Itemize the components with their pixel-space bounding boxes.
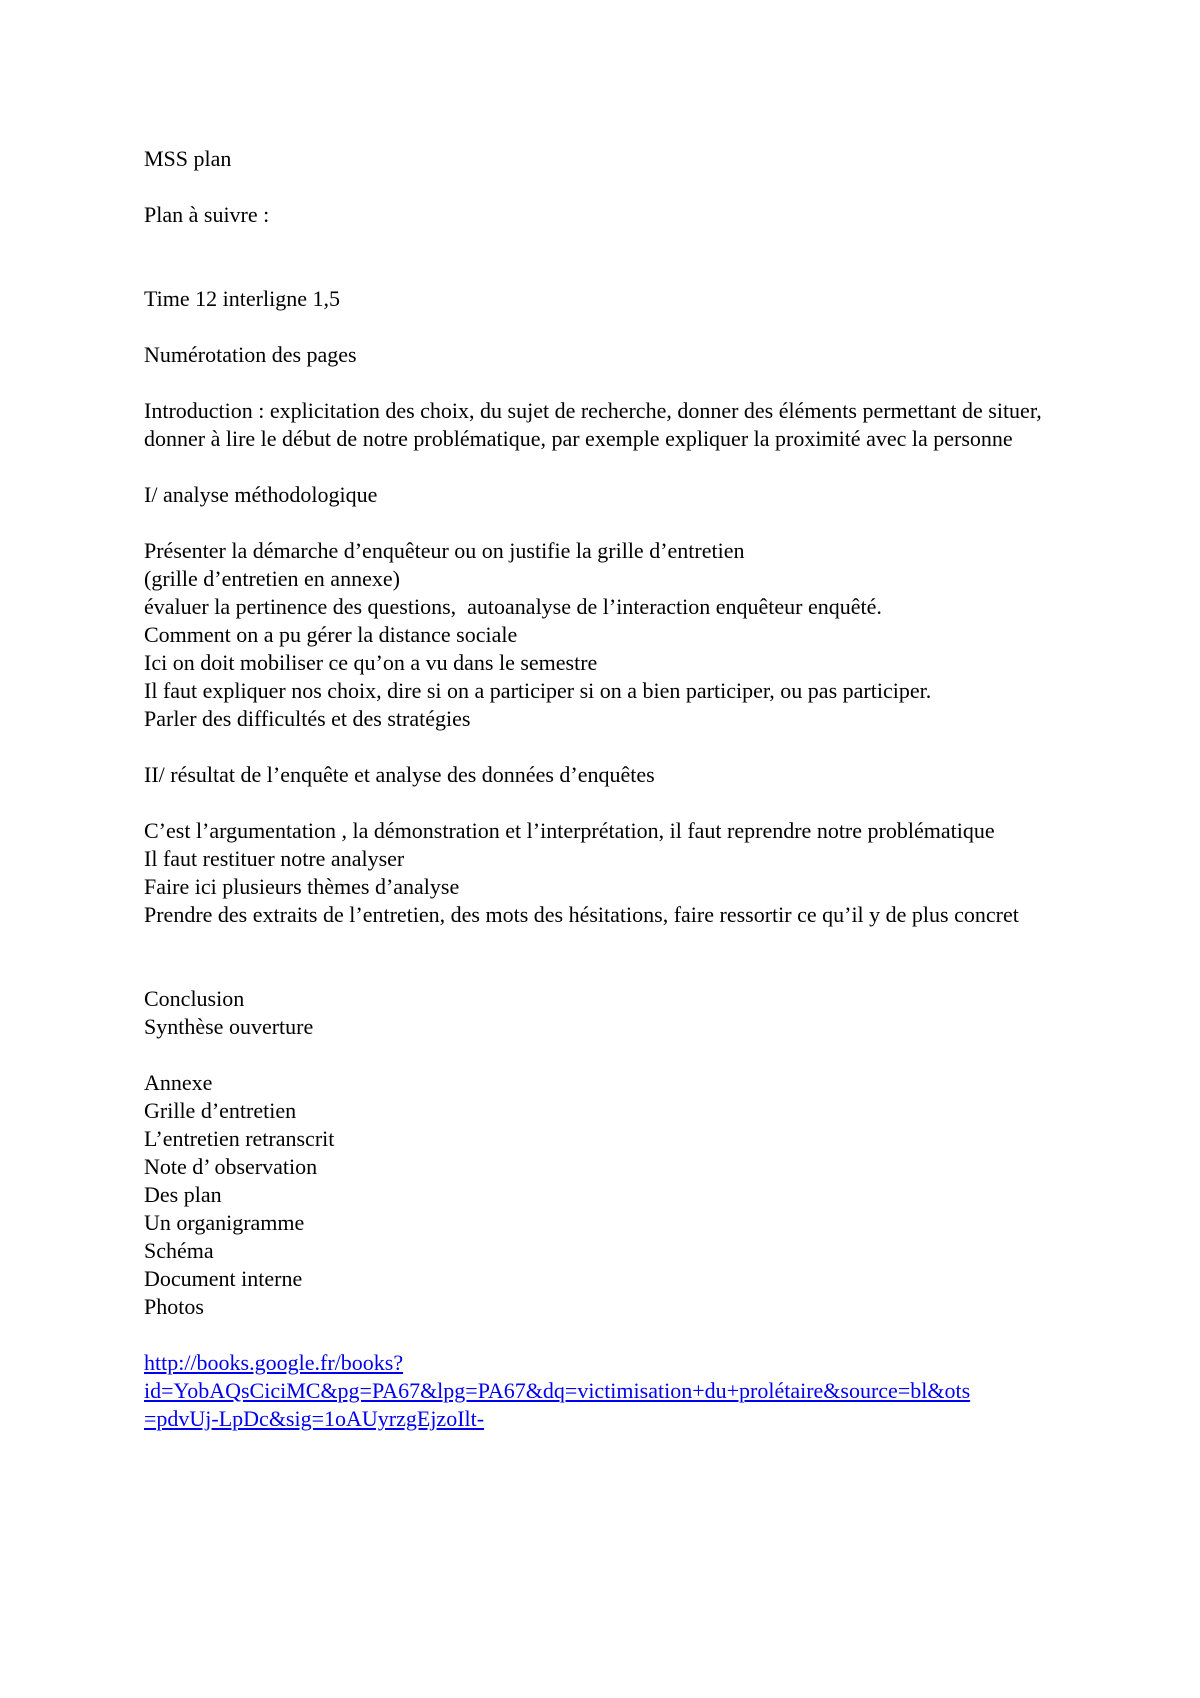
spacer bbox=[144, 453, 1074, 481]
introduction-paragraph: Introduction : explicitation des choix, du sujet de recherche, donner des éléments permettant de situer, donner à lire le début de notre problématique, par exemple expliquer la proximité avec la personne bbox=[144, 398, 1048, 451]
spacer bbox=[144, 733, 1074, 761]
spacer bbox=[144, 509, 1074, 537]
spacer bbox=[144, 313, 1074, 341]
plan-heading: Plan à suivre : bbox=[144, 202, 270, 227]
spacer bbox=[144, 173, 1074, 201]
section2-line: Faire ici plusieurs thèmes d’analyse bbox=[144, 874, 460, 899]
annexe-item: Document interne bbox=[144, 1266, 303, 1291]
annexe-item: Photos bbox=[144, 1294, 204, 1319]
section1-line: évaluer la pertinence des questions, autoanalyse de l’interaction enquêteur enquêté. bbox=[144, 594, 882, 619]
section1-line: Ici on doit mobiliser ce qu’on a vu dans le semestre bbox=[144, 650, 598, 675]
section1-line: Il faut expliquer nos choix, dire si on a participer si on a bien participer, ou pas participer. bbox=[144, 678, 932, 703]
spacer bbox=[144, 1041, 1074, 1069]
section2-line: Prendre des extraits de l’entretien, des mots des hésitations, faire ressortir ce qu’il y de plus concret bbox=[144, 902, 1019, 927]
annexe-item: Un organigramme bbox=[144, 1210, 305, 1235]
annexe-heading: Annexe bbox=[144, 1070, 213, 1095]
spacer bbox=[144, 229, 1074, 257]
annexe-item: L’entretien retranscrit bbox=[144, 1126, 335, 1151]
section2-heading: II/ résultat de l’enquête et analyse des données d’enquêtes bbox=[144, 762, 655, 787]
annexe-item: Grille d’entretien bbox=[144, 1098, 297, 1123]
spacer bbox=[144, 257, 1074, 285]
link-line-3: =pdvUj-LpDc&sig=1oAUyrzgEjzoIlt- bbox=[144, 1406, 485, 1431]
section1-heading: I/ analyse méthodologique bbox=[144, 482, 378, 507]
section2-line: Il faut restituer notre analyser bbox=[144, 846, 405, 871]
section1-line: Comment on a pu gérer la distance sociale bbox=[144, 622, 518, 647]
spacer bbox=[144, 789, 1074, 817]
section1-line: Présenter la démarche d’enquêteur ou on justifie la grille d’entretien bbox=[144, 538, 745, 563]
section2-line: C’est l’argumentation , la démonstration et l’interprétation, il faut reprendre notre problématique bbox=[144, 818, 995, 843]
section1-line: Parler des difficultés et des stratégies bbox=[144, 706, 471, 731]
link-line-1: http://books.google.fr/books? bbox=[144, 1350, 404, 1375]
annexe-item: Schéma bbox=[144, 1238, 214, 1263]
conclusion-heading: Conclusion bbox=[144, 986, 245, 1011]
page-numbering-line: Numérotation des pages bbox=[144, 342, 357, 367]
annexe-item: Note d’ observation bbox=[144, 1154, 318, 1179]
google-books-link[interactable] bbox=[144, 1349, 1074, 1433]
conclusion-text: Synthèse ouverture bbox=[144, 1014, 314, 1039]
document-title: MSS plan bbox=[144, 146, 232, 171]
link-line-2: id=YobAQsCiciMC&pg=PA67&lpg=PA67&dq=victimisation+du+prolétaire&source=bl&ots bbox=[144, 1378, 971, 1403]
spacer bbox=[144, 1321, 1074, 1349]
format-line: Time 12 interligne 1,5 bbox=[144, 286, 340, 311]
document-body bbox=[144, 145, 1074, 1433]
annexe-item: Des plan bbox=[144, 1182, 222, 1207]
spacer bbox=[144, 957, 1074, 985]
spacer bbox=[144, 369, 1074, 397]
section1-line: (grille d’entretien en annexe) bbox=[144, 566, 400, 591]
spacer bbox=[144, 929, 1074, 957]
